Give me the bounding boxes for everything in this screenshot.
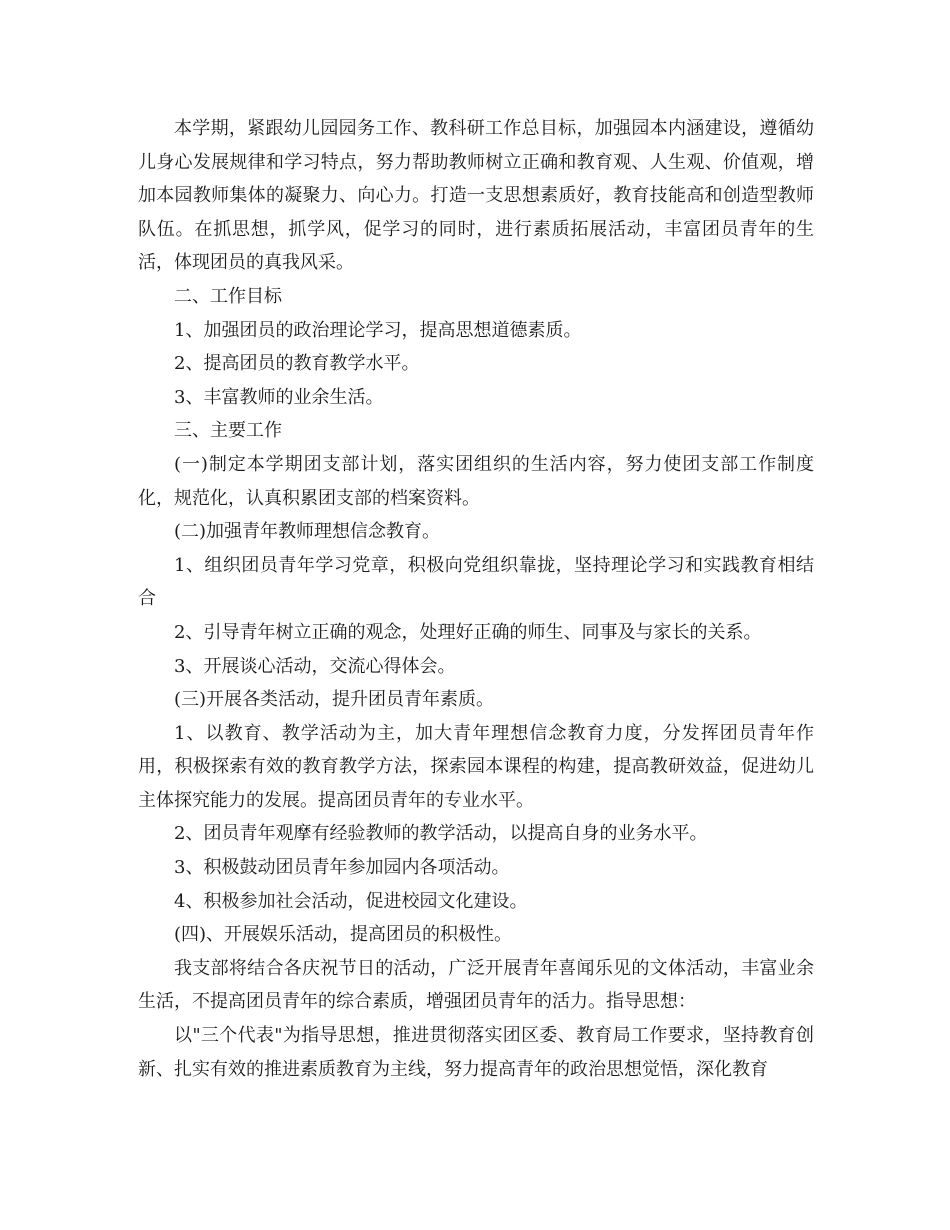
work-item-2-point-3: 3、开展谈心活动，交流心得体会。 bbox=[174, 655, 456, 677]
work-item-3-point-4: 4、积极参加社会活动，促进校园文化建设。 bbox=[174, 890, 528, 912]
section-heading-work-goals: 二、工作目标 bbox=[174, 285, 282, 307]
work-item-3-heading: (三)开展各类活动，提升团员青年素质。 bbox=[174, 689, 495, 711]
guiding-ideology-paragraph: 以"三个代表"为指导思想，推进贯彻落实团区委、教育局工作要求，坚持教育创新、扎实有效的推进素质教育为主线，努力提高青年的政治思想觉悟，深化教育 bbox=[138, 1025, 814, 1080]
goal-item-3: 3、丰富教师的业余生活。 bbox=[174, 386, 384, 408]
work-item-2-heading: (二)加强青年教师理想信念教育。 bbox=[174, 521, 441, 543]
work-item-2-point-1: 1、组织团员青年学习党章，积极向党组织靠拢，坚持理论学习和实践教育相结合 bbox=[138, 554, 814, 610]
work-item-3-point-2: 2、团员青年观摩有经验教师的教学活动，以提高自身的业务水平。 bbox=[174, 823, 708, 845]
section-heading-main-work: 三、主要工作 bbox=[174, 420, 282, 442]
work-item-1: (一)制定本学期团支部计划，落实团组织的生活内容，努力使团支部工作制度化，规范化，认真积累团支部的档案资料。 bbox=[138, 453, 814, 509]
document-body bbox=[138, 112, 814, 1086]
goal-item-1: 1、加强团员的政治理论学习，提高思想道德素质。 bbox=[174, 319, 582, 341]
goal-item-2: 2、提高团员的教育教学水平。 bbox=[174, 353, 420, 375]
work-item-2-point-2: 2、引导青年树立正确的观念，处理好正确的师生、同事及与家长的关系。 bbox=[174, 621, 762, 643]
work-item-3-point-1: 1、以教育、教学活动为主，加大青年理想信念教育力度，分发挥团员青年作用，积极探索有效的教育教学方法，探索园本课程的构建，提高教研效益，促进幼儿主体探究能力的发展。提高团员青年的专业水平。 bbox=[138, 722, 814, 811]
work-item-4-paragraph: 我支部将结合各庆祝节日的活动，广泛开展青年喜闻乐见的文体活动，丰富业余生活，不提高团员青年的综合素质，增强团员青年的活力。指导思想： bbox=[138, 957, 814, 1013]
work-item-4-heading: (四)、开展娱乐活动，提高团员的积极性。 bbox=[174, 924, 513, 946]
intro-paragraph: 本学期，紧跟幼儿园园务工作、教科研工作总目标，加强园本内涵建设，遵循幼儿身心发展规律和学习特点，努力帮助教师树立正确和教育观、人生观、价值观，增加本园教师集体的凝聚力、向心力。打造一支思想素质好，教育技能高和创造型教师队伍。在抓思想，抓学风，促学习的同时，进行素质拓展活动，丰富团员青年的生活，体现团员的真我风采。 bbox=[138, 118, 814, 274]
work-item-3-point-3: 3、积极鼓动团员青年参加园内各项活动。 bbox=[174, 857, 510, 879]
